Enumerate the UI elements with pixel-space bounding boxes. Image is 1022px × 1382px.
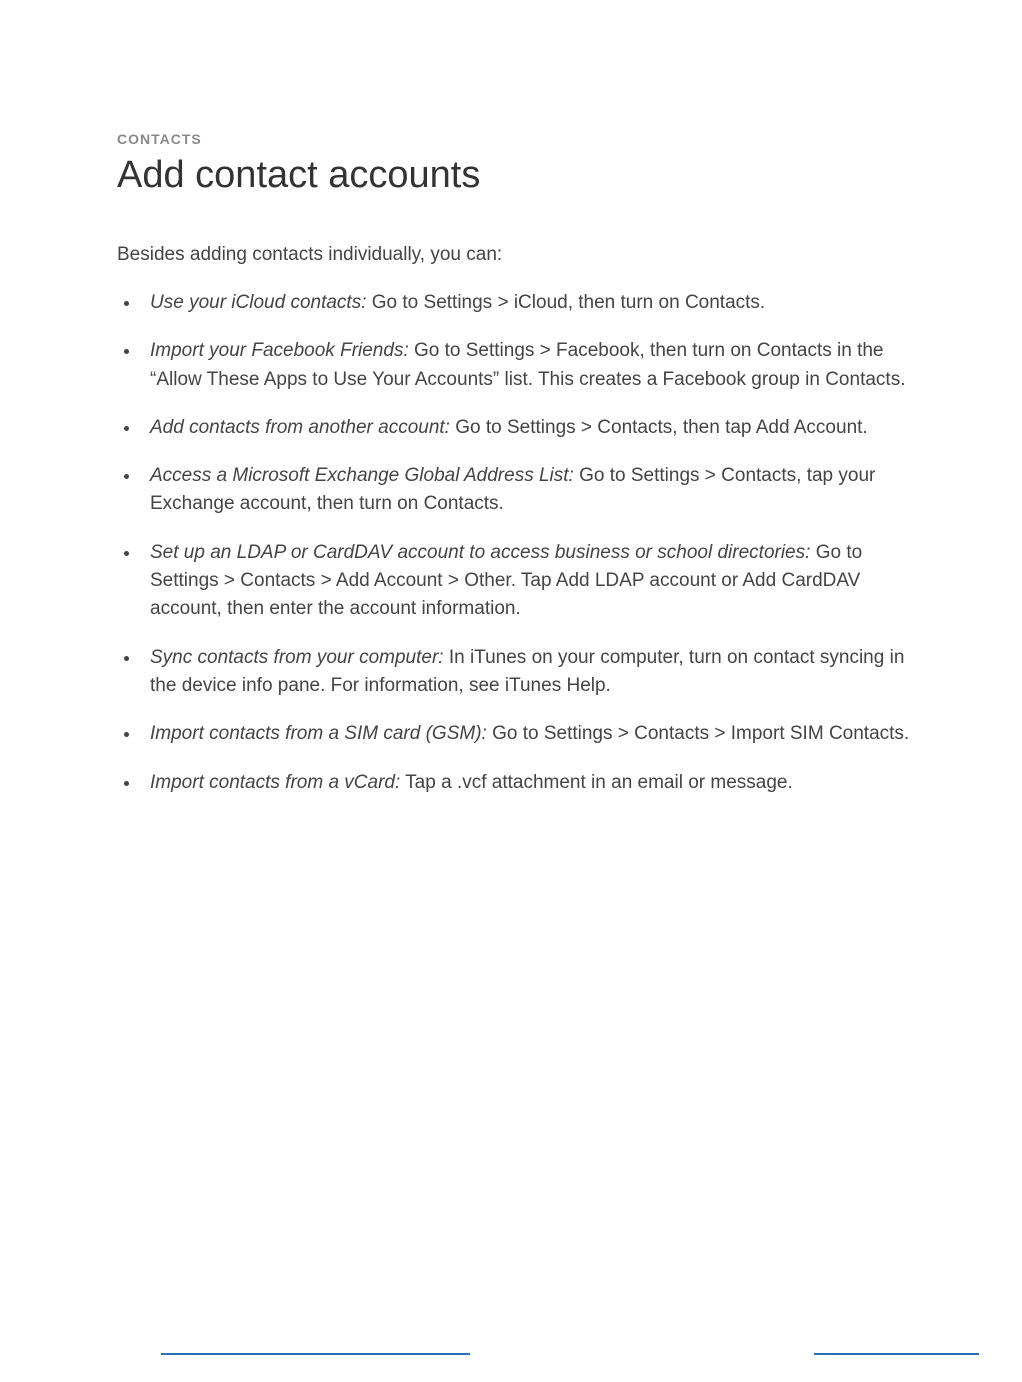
item-lead: Access a Microsoft Exchange Global Address List: xyxy=(150,465,574,487)
bullet-icon xyxy=(124,656,129,661)
item-lead: Add contacts from another account: xyxy=(150,416,450,438)
list-item xyxy=(117,289,910,317)
item-text: Go to Settings > Contacts > Import SIM Contacts. xyxy=(486,723,910,745)
list-item xyxy=(117,769,910,797)
footer-rule-right xyxy=(814,1353,979,1355)
item-lead: Import contacts from a SIM card (GSM): xyxy=(150,723,487,745)
bullet-icon xyxy=(124,781,129,786)
item-text: Go to Settings > Contacts, tap your Exchange account, then turn on Contacts. xyxy=(150,465,876,515)
bullet-icon xyxy=(124,732,129,737)
list-item xyxy=(117,462,910,519)
list-item xyxy=(117,539,910,624)
bullet-icon xyxy=(124,474,129,479)
list-item xyxy=(117,414,910,442)
item-text: Go to Settings > Facebook, then turn on Contacts in the “Allow These Apps to Use Your Accounts” list. This creates a Facebook group in Contacts. xyxy=(150,340,906,390)
contact-options-list xyxy=(117,289,917,797)
bullet-icon xyxy=(124,551,129,556)
item-lead: Set up an LDAP or CardDAV account to access business or school directories: xyxy=(150,541,811,563)
list-item xyxy=(117,720,910,748)
item-text: Go to Settings > Contacts > Add Account > Other. Tap Add LDAP account or Add CardDAV account, then enter the account information. xyxy=(150,541,863,620)
item-lead: Import your Facebook Friends: xyxy=(150,340,409,362)
item-text: Go to Settings > iCloud, then turn on Contacts. xyxy=(366,292,766,313)
main-content xyxy=(117,126,917,817)
item-lead: Sync contacts from your computer: xyxy=(150,646,444,668)
list-item xyxy=(117,337,910,394)
bullet-icon xyxy=(124,301,129,306)
footer-rule-left xyxy=(161,1353,470,1355)
item-text: In iTunes on your computer, turn on contact syncing in the device info pane. For information, see iTunes Help. xyxy=(150,646,905,696)
section-label: CONTACTS xyxy=(117,131,202,147)
list-item xyxy=(117,644,910,701)
item-lead: Import contacts from a vCard: xyxy=(150,771,401,793)
item-text: Go to Settings > Contacts, then tap Add Account. xyxy=(449,416,868,438)
item-text: Tap a .vcf attachment in an email or message. xyxy=(400,771,793,793)
item-lead: Use your iCloud contacts: xyxy=(150,292,367,313)
bullet-icon xyxy=(124,426,129,431)
intro-paragraph: Besides adding contacts individually, you can: xyxy=(117,244,503,265)
page-title: Add contact accounts xyxy=(117,154,481,196)
bullet-icon xyxy=(124,349,129,354)
